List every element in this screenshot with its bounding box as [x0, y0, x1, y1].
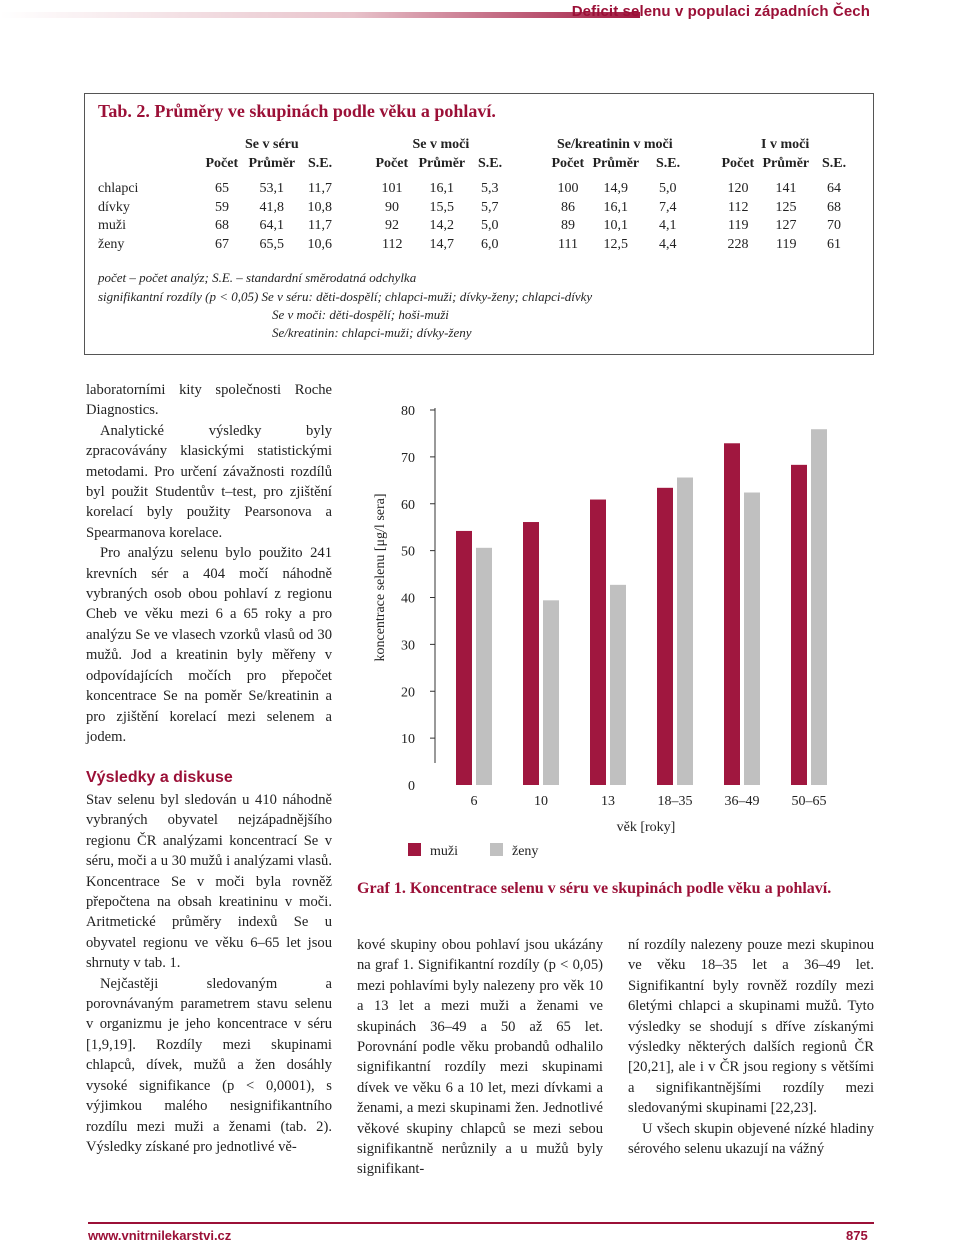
table-row-label: muži: [98, 218, 126, 233]
y-tick-label: 40: [401, 591, 415, 607]
bar-ženy: [677, 478, 693, 786]
table-column-header: Počet: [551, 156, 585, 171]
table-column-header: Počet: [721, 156, 755, 171]
table-cell: 70: [827, 218, 841, 233]
bar-muži: [657, 488, 673, 785]
table-cell: 16,1: [429, 181, 454, 196]
y-tick-label: 20: [401, 685, 415, 701]
y-tick-label: 80: [401, 404, 415, 419]
bar-muži: [523, 522, 539, 785]
table-column-header: S.E.: [656, 156, 681, 171]
table-cell: 112: [728, 199, 749, 215]
table-cell: 14,9: [603, 181, 628, 196]
body-column-1-bottom: [86, 790, 332, 1157]
bar-ženy: [744, 493, 760, 786]
table-cell: 120: [727, 181, 749, 196]
legend-swatch: [490, 843, 503, 856]
body-column-3: [628, 935, 874, 1159]
table-column-header: Průměr: [592, 156, 640, 171]
table-cell: 16,1: [603, 199, 628, 215]
table-cell: 65,5: [259, 236, 284, 252]
bar-muži: [724, 443, 740, 785]
table-cell: 64: [827, 181, 841, 196]
table-note: počet – počet analýz; S.E. – standardní směrodatná odchylka: [98, 270, 417, 285]
table-column-header: Počet: [205, 156, 239, 171]
table-cell: 11,7: [308, 218, 332, 233]
table-cell: 100: [557, 181, 579, 196]
table-cell: 125: [775, 199, 797, 215]
table-column-header: S.E.: [822, 156, 847, 171]
table-cell: 65: [215, 181, 229, 196]
table-row-label: dívky: [98, 199, 130, 215]
paragraph: kové skupiny obou pohlaví jsou ukázány na graf 1. Signifikantní rozdíly (p < 0,05) mezi pohlavími byly nalezeny pro věk 10 a 13 let a mezi muži a ženami ve skupinách 36–49 a 50 až 65 let. Porovnání podle věku probandů odhalilo signifikantní rozdíly mezi skupinami dívek ve věku 6 a 10 let, mezi dívkami a ženami, a mezi skupinami žen. Jednotlivé věkové skupiny chlapců se mezi sebou signifikantně nerůznily a u mužů byly signifikant-: [357, 937, 603, 1178]
paragraph: Nejčastěji sledovaným a porovnávaným parametrem stavu selenu v organizmu je jeho koncentrace v séru [1,9,19]. Rozdíly mezi skupinami chlapců, dívek, mužů a žen dosáhly vysoké signifikance (p < 0,0001), s výjimkou malého nesignifikantního rozdílu mezi muži a ženami (tab. 2). Výsledky získané pro jednotlivé vě-: [86, 975, 332, 1155]
table-row-label: chlapci: [98, 181, 139, 196]
legend-label: muži: [430, 844, 458, 859]
table-cell: 10,6: [307, 236, 332, 252]
table-cell: 10,1: [603, 218, 628, 233]
table-cell: 5,0: [481, 218, 499, 233]
running-header: [0, 0, 960, 26]
x-tick-label: 13: [601, 794, 615, 809]
running-title: Deficit selenu v populaci západních Čech: [571, 3, 870, 20]
table-column-header: S.E.: [478, 156, 503, 171]
table-cell: 86: [561, 199, 575, 215]
table-cell: 15,5: [429, 199, 454, 215]
x-tick-label: 36–49: [724, 794, 760, 809]
page-number: 875: [846, 1228, 868, 1243]
section-heading: Výsledky a diskuse: [86, 769, 233, 786]
x-tick-label: 50–65: [791, 794, 827, 809]
table-note: signifikantní rozdíly (p < 0,05) Se v séru: děti-dospělí; chlapci-muži; dívky-ženy; chlapci-dívky: [98, 289, 593, 304]
footer-rule: [88, 1222, 874, 1224]
body-column-1-top: [86, 380, 332, 747]
table-cell: 4,1: [659, 218, 677, 233]
table-cell: 5,0: [659, 181, 677, 196]
paragraph: U všech skupin objevené nízké hladiny sérového selenu ukazují na vážný: [628, 1120, 874, 1158]
y-tick-label: 10: [401, 732, 415, 748]
table-cell: 7,4: [659, 199, 677, 215]
table-column-header: Počet: [375, 156, 409, 171]
table-cell: 5,3: [481, 181, 499, 196]
y-tick-label: 50: [401, 544, 415, 560]
x-axis-label: věk [roky]: [616, 820, 676, 835]
table-cell: 5,7: [481, 199, 499, 215]
table-row-label: ženy: [98, 236, 125, 252]
table-cell: 111: [558, 236, 578, 252]
y-tick-label: 60: [401, 497, 415, 513]
table-column-header: S.E.: [308, 156, 333, 171]
table-cell: 127: [775, 218, 797, 233]
table-cell: 41,8: [259, 199, 284, 215]
table-cell: 228: [727, 236, 749, 252]
table-frame: [84, 93, 874, 355]
table-cell: 11,7: [308, 181, 332, 196]
table-group-header: Se v séru: [245, 137, 299, 152]
table-column-header: Průměr: [418, 156, 466, 171]
table-cell: 68: [215, 218, 229, 233]
table-cell: 92: [385, 218, 399, 233]
x-tick-label: 10: [534, 794, 548, 809]
bar-muži: [456, 531, 472, 785]
table-group-header: Se/kreatinin v moči: [557, 137, 673, 152]
body-column-2: [357, 935, 603, 1180]
bar-ženy: [476, 548, 492, 785]
table-column-header: Průměr: [762, 156, 810, 171]
legend-swatch: [408, 843, 421, 856]
y-tick-label: 0: [408, 779, 415, 794]
table-cell: 67: [215, 236, 229, 252]
legend-label: ženy: [512, 844, 539, 859]
paragraph: Analytické výsledky byly zpracovávány klasickými statistickými metodami. Pro určení závažnosti rozdílů byl použit Studentův t–test, pro zjištění korelací byly použity Pearsonova a Spearmanova korelace.: [86, 422, 332, 541]
table-cell: 141: [775, 181, 797, 196]
table-cell: 12,5: [603, 236, 628, 252]
table-note: Se/kreatinin: chlapci-muži; dívky-ženy: [272, 325, 472, 340]
table-cell: 119: [776, 236, 797, 252]
table-cell: 14,7: [429, 236, 454, 252]
table-cell: 10,8: [307, 199, 332, 215]
bar-muži: [791, 465, 807, 785]
table-column-header: Průměr: [248, 156, 296, 171]
selenium-bar-chart: [356, 385, 876, 885]
table-cell: 6,0: [481, 236, 499, 252]
y-tick-label: 30: [401, 638, 415, 654]
table-title: Tab. 2. Průměry ve skupinách podle věku a pohlaví.: [98, 101, 496, 121]
paragraph: Pro analýzu selenu bylo použito 241 krevních sér a 404 močí náhodně vybraných osob obou pohlaví z regionu Cheb ve věku mezi 6 a 65 roky a pro analýzu Se ve vlasech vzorků vlasů od 30 mužů. Jod a kreatinin byly měřeny v odpovídajících močích pro přepočet koncentrace Se na poměr Se/kreatinin a pro zjištění korelací mezi selenem a jodem.: [86, 545, 332, 745]
y-axis-label: koncentrace selenu [μg/l sera]: [373, 493, 388, 662]
table-cell: 119: [728, 218, 749, 233]
table-note: Se v moči: děti-dospělí; hoši-muži: [272, 307, 449, 322]
table-cell: 112: [382, 236, 403, 252]
paragraph: ní rozdíly nalezeny pouze mezi skupinou ve věku 18–35 let a 36–49 let. Signifikantní byly rovněž rozdíly mezi 6letými chlapci a skupinami mužů. Tyto výsledky se shodují s dříve získanými výsledky některých dalších regionů ČR [20,21], ale i v ČR jsou regiony s většími a signifikantnějšími rozdíly mezi sledovanými skupinami [22,23].: [628, 937, 874, 1117]
bar-ženy: [543, 600, 559, 785]
y-tick-label: 70: [401, 450, 415, 466]
table-cell: 101: [381, 181, 403, 196]
paragraph: laboratorními kity společnosti Roche Diagnostics.: [86, 382, 332, 419]
footer-website: www.vnitrnilekarstvi.cz: [88, 1228, 232, 1243]
bar-ženy: [610, 585, 626, 785]
table-cell: 53,1: [259, 181, 284, 196]
table-cell: 90: [385, 199, 399, 215]
table-group-header: I v moči: [761, 137, 810, 152]
bar-muži: [590, 500, 606, 785]
table-cell: 59: [215, 199, 229, 215]
chart-caption: Graf 1. Koncentrace selenu v séru ve skupinách podle věku a pohlaví.: [357, 880, 832, 897]
x-tick-label: 6: [470, 794, 478, 809]
paragraph: Stav selenu byl sledován u 410 náhodně vybraných obyvatel nejzápadnějšího regionu ČR analýzami koncentrací Se v séru, moči a u 30 mužů i analýzami vlasů. Koncentrace Se v moči byla rovněž přepočtena na obsah kreatininu v moči. Aritmetické průměry indexů Se u obyvatel regionu ve věku 6–65 let jsou shrnuty v tab. 1.: [86, 792, 332, 972]
table-cell: 89: [561, 218, 575, 233]
table-cell: 64,1: [259, 218, 284, 233]
table-cell: 61: [827, 236, 841, 252]
bar-ženy: [811, 429, 827, 785]
table-cell: 14,2: [429, 218, 454, 233]
table-cell: 68: [827, 199, 841, 215]
table-group-header: Se v moči: [412, 137, 470, 152]
table-cell: 4,4: [659, 236, 677, 252]
header-gradient-bar: [0, 12, 640, 18]
x-tick-label: 18–35: [657, 794, 693, 809]
